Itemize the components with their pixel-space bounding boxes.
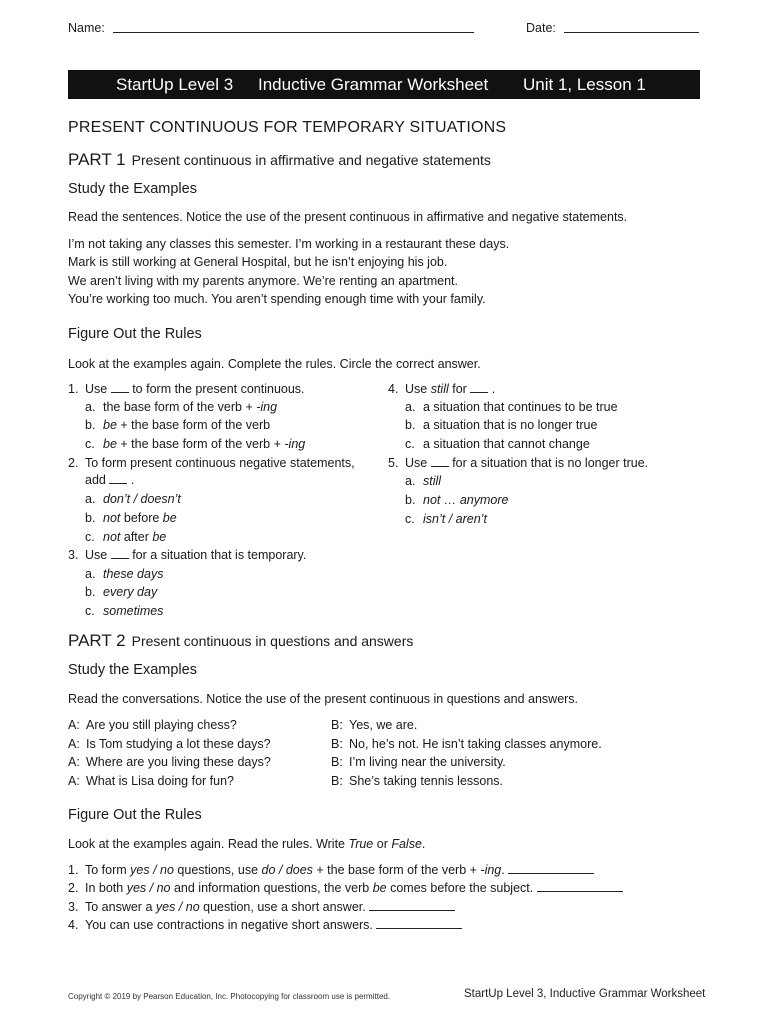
answer-option[interactable]: a. these days [85, 567, 164, 581]
rule-question-2: 2. To form present continuous negative statements, [68, 456, 355, 470]
answer-blank[interactable] [537, 879, 623, 892]
banner-worksheet: Inductive Grammar Worksheet [258, 75, 489, 94]
rule-question-4: 4. Use still for . [388, 382, 496, 396]
part1-heading [68, 150, 491, 170]
example-sentence: You’re working too much. You aren’t spending enough time with your family. [68, 292, 486, 306]
answer-blank[interactable] [376, 916, 462, 929]
part1-study-heading: Study the Examples [68, 181, 197, 197]
answer-option[interactable]: b. a situation that is no longer true [405, 418, 598, 432]
answer-blank[interactable] [109, 471, 127, 484]
name-field-line[interactable] [113, 32, 474, 33]
dialog-question: A: Is Tom studying a lot these days? [68, 737, 271, 751]
example-sentence: I’m not taking any classes this semester. I’m working in a restaurant these days. [68, 237, 510, 251]
worksheet-banner [68, 70, 700, 99]
dialog-question: A: What is Lisa doing for fun? [68, 774, 234, 788]
part1-label: PART 1 [68, 150, 126, 169]
answer-option[interactable]: c. be + the base form of the verb + -ing [85, 437, 306, 451]
dialog-answer: B: She’s taking tennis lessons. [331, 774, 504, 788]
answer-blank[interactable] [111, 546, 129, 559]
part2-rules-instruction: Look at the examples again. Read the rules. Write True or False. [68, 837, 426, 851]
true-false-rule-3: 3. To answer a yes / no question, use a short answer. [68, 898, 455, 916]
answer-option[interactable]: a. don’t / doesn’t [85, 492, 181, 506]
dialog-answer: B: I’m living near the university. [331, 755, 506, 769]
part1-subtitle: Present continuous in affirmative and negative statements [131, 152, 491, 168]
rule-question-5: 5. Use for a situation that is no longer true. [388, 456, 649, 470]
answer-option[interactable]: b. not … anymore [405, 493, 509, 507]
answer-blank[interactable] [111, 380, 129, 393]
date-label: Date: [526, 21, 556, 35]
true-false-rule-4: 4. You can use contractions in negative short answers. [68, 916, 462, 934]
rule-question-1: 1. Use to form the present continuous. [68, 382, 305, 396]
answer-blank[interactable] [431, 454, 449, 467]
dialog-question: A: Are you still playing chess? [68, 718, 237, 732]
part2-subtitle: Present continuous in questions and answers [131, 633, 414, 649]
date-field-line[interactable] [564, 32, 699, 33]
answer-option[interactable]: b. every day [85, 585, 158, 599]
part2-heading [68, 631, 413, 651]
answer-blank[interactable] [508, 861, 594, 874]
dialog-answer: B: No, he’s not. He isn’t taking classes anymore. [331, 737, 602, 751]
answer-option[interactable]: b. not before be [85, 511, 177, 525]
part1-study-instruction: Read the sentences. Notice the use of the present continuous in affirmative and negative statements. [68, 210, 628, 224]
answer-option[interactable]: c. isn’t / aren’t [405, 512, 487, 526]
part1-rules-instruction: Look at the examples again. Complete the rules. Circle the correct answer. [68, 357, 481, 371]
example-sentence: We aren’t living with my parents anymore. We’re renting an apartment. [68, 274, 458, 288]
example-sentence: Mark is still working at General Hospital, but he isn’t enjoying his job. [68, 255, 448, 269]
true-false-rule-1: 1. To form yes / no questions, use do / does + the base form of the verb + -ing. [68, 861, 594, 879]
dialog-question: A: Where are you living these days? [68, 755, 271, 769]
rule-question-2-line2: add . [85, 473, 135, 487]
answer-option[interactable]: c. sometimes [85, 604, 164, 618]
name-label: Name: [68, 21, 105, 35]
rule-question-3: 3. Use for a situation that is temporary. [68, 548, 307, 562]
answer-option[interactable]: b. be + the base form of the verb [85, 418, 271, 432]
copyright-notice: Copyright © 2019 by Pearson Education, Inc. Photocopying for classroom use is permitted. [68, 992, 391, 1001]
true-false-rule-2: 2. In both yes / no and information questions, the verb be comes before the subject. [68, 879, 623, 897]
page-title: PRESENT CONTINUOUS FOR TEMPORARY SITUATIONS [68, 119, 507, 136]
answer-option[interactable]: a. still [405, 474, 442, 488]
part2-study-instruction: Read the conversations. Notice the use of the present continuous in questions and answers. [68, 692, 579, 706]
part1-rules-heading: Figure Out the Rules [68, 326, 202, 342]
answer-blank[interactable] [369, 898, 455, 911]
banner-course: StartUp Level 3 [116, 75, 234, 94]
answer-option[interactable]: a. a situation that continues to be true [405, 400, 618, 414]
answer-blank[interactable] [470, 380, 488, 393]
answer-option[interactable]: c. a situation that cannot change [405, 437, 590, 451]
banner-unit: Unit 1, Lesson 1 [523, 75, 646, 94]
dialog-answer: B: Yes, we are. [331, 718, 418, 732]
part2-label: PART 2 [68, 631, 126, 650]
part2-rules-heading: Figure Out the Rules [68, 807, 202, 823]
footer-title: StartUp Level 3, Inductive Grammar Worksheet [464, 988, 706, 1000]
answer-option[interactable]: c. not after be [85, 530, 167, 544]
part2-study-heading: Study the Examples [68, 662, 197, 678]
answer-option[interactable]: a. the base form of the verb + -ing [85, 400, 278, 414]
